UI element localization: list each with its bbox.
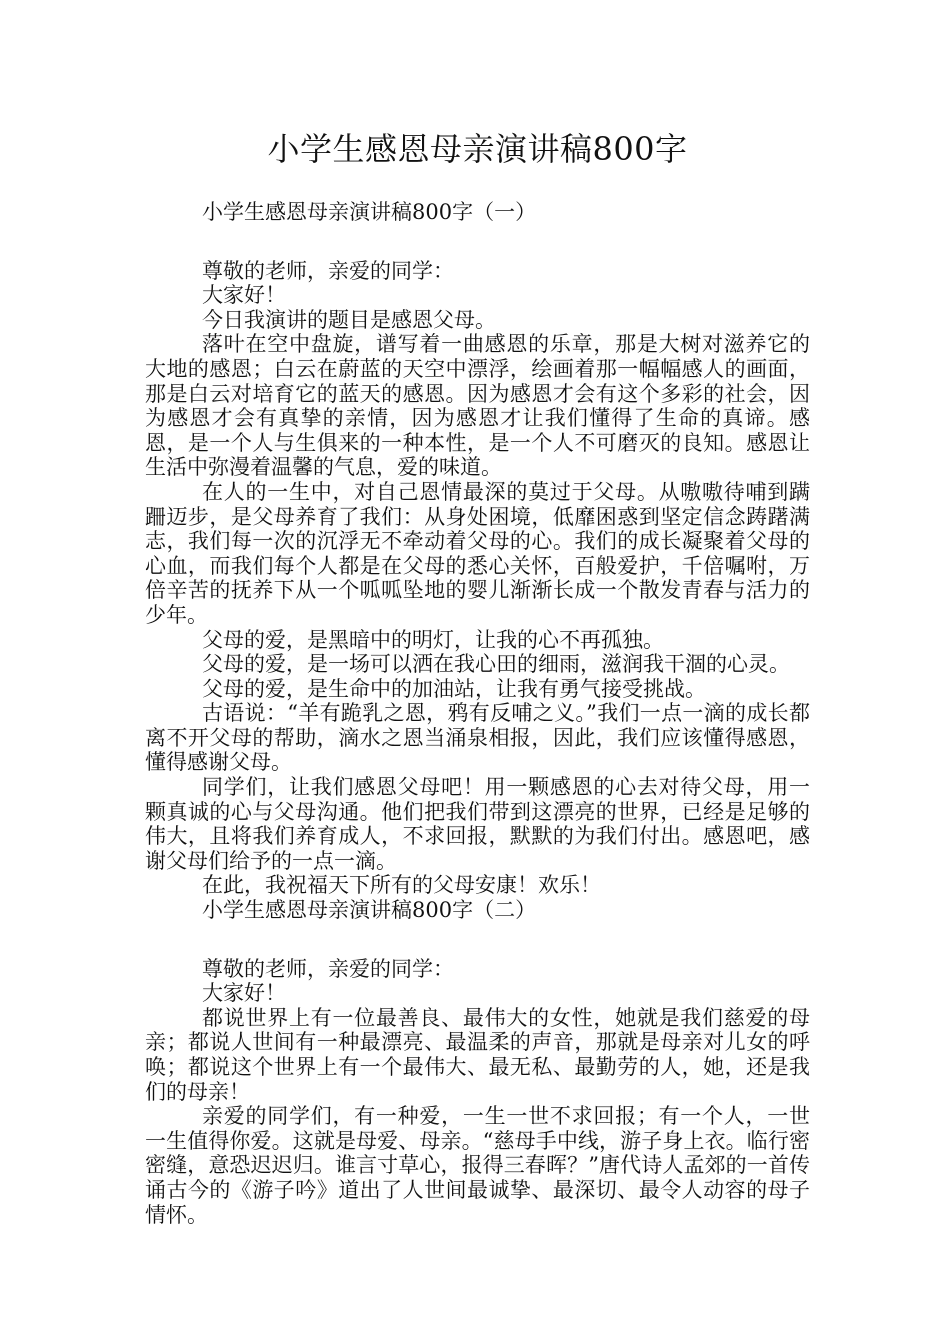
blank-line [145, 225, 810, 259]
paragraph: 都说世界上有一位最善良、最伟大的女性，她就是我们慈爱的母亲；都说人世间有一种最漂亮、最温柔的声音，那就是母亲对儿女的呼唤；都说这个世界上有一个最伟大、最无私、最勤劳的人，她，还是我们的母亲！ [145, 1005, 810, 1104]
paragraph: 大家好！ [202, 283, 286, 308]
document-title: 小学生感恩母亲演讲稿800字 [267, 130, 688, 168]
paragraph: 父母的爱，是黑暗中的明灯，让我的心不再孤独。 [202, 627, 664, 652]
section-2-heading: 小学生感恩母亲演讲稿800字（二） [202, 898, 537, 923]
paragraph: 古语说：“羊有跪乳之恩，鸦有反哺之义。”我们一点一滴的成长都离不开父母的帮助，滴水之恩当涌泉相报，因此，我们应该懂得感恩，懂得感谢父母。 [145, 701, 810, 775]
blank-line [145, 923, 810, 957]
section-1-heading: 小学生感恩母亲演讲稿800字（一） [202, 200, 537, 224]
paragraph: 在此，我祝福天下所有的父母安康！欢乐！ [202, 873, 601, 898]
paragraph: 同学们，让我们感恩父母吧！用一颗感恩的心去对待父母，用一颗真诚的心与父母沟通。他们把我们带到这漂亮的世界，已经是足够的伟大，且将我们养育成人，不求回报，默默的为我们付出。感恩吧，感谢父母们给予的一点一滴。 [145, 775, 810, 873]
paragraph: 亲爱的同学们，有一种爱，一生一世不求回报；有一个人，一世一生值得你爱。这就是母爱、母亲。“慈母手中线，游子身上衣。临行密密缝，意恐迟迟归。谁言寸草心，报得三春晖？”唐代诗人孟郊的一首传诵古今的《游子吟》道出了人世间最诚挚、最深切、最令人动容的母子情怀。 [145, 1104, 810, 1227]
document-page [145, 126, 810, 1227]
paragraph: 大家好！ [202, 981, 286, 1006]
paragraph: 在人的一生中，对自己恩情最深的莫过于父母。从嗷嗷待哺到蹒跚迈步，是父母养育了我们：从身处困境，低靡困惑到坚定信念踌躇满志，我们每一次的沉浮无不牵动着父母的心。我们的成长凝聚着父母的心血，而我们每个人都是在父母的悉心关怀，百般爱护，千倍嘱咐，万倍辛苦的抚养下从一个呱呱坠地的婴儿渐渐长成一个散发青春与活力的少年。 [145, 479, 810, 627]
paragraph: 父母的爱，是一场可以洒在我心田的细雨，滋润我干涸的心灵。 [202, 652, 790, 677]
paragraph: 尊敬的老师，亲爱的同学： [202, 956, 454, 981]
paragraph: 今日我演讲的题目是感恩父母。 [202, 307, 496, 332]
paragraph: 父母的爱，是生命中的加油站，让我有勇气接受挑战。 [202, 676, 706, 701]
paragraph: 落叶在空中盘旋，谱写着一曲感恩的乐章，那是大树对滋养它的大地的感恩；白云在蔚蓝的天空中漂浮，绘画着那一幅幅感人的画面，那是白云对培育它的蓝天的感恩。因为感恩才会有这个多彩的社会，因为感恩才会有真挚的亲情，因为感恩才让我们懂得了生命的真谛。感恩，是一个人与生俱来的一种本性，是一个人不可磨灭的良知。感恩让生活中弥漫着温馨的气息，爱的味道。 [145, 332, 810, 480]
paragraph: 尊敬的老师，亲爱的同学： [202, 258, 454, 283]
